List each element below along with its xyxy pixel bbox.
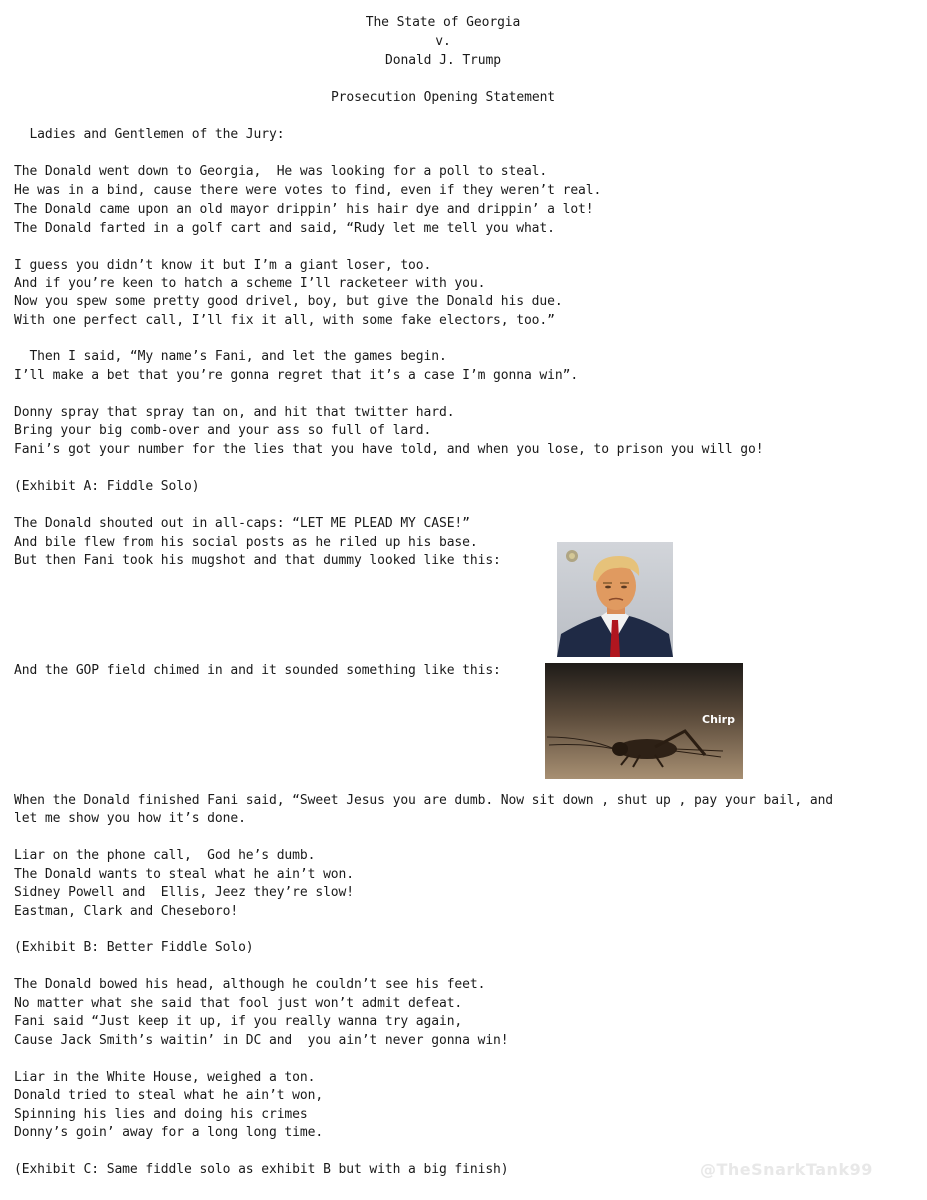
watermark: @TheSnarkTank99 (700, 1160, 873, 1179)
document-heading: Prosecution Opening Statement (330, 90, 556, 105)
verse7-line1: Liar on the phone call, God he’s dumb. (14, 848, 316, 863)
exhibit-c: (Exhibit C: Same fiddle solo as exhibit B but with a big finish) (14, 1162, 509, 1177)
verse9-line4: Donny’s goin’ away for a long long time. (14, 1125, 324, 1140)
cricket-photo (545, 663, 743, 779)
verse5-line1: The Donald shouted out in all-caps: “LET ME PLEAD MY CASE!” (14, 516, 470, 531)
verse7-line3: Sidney Powell and Ellis, Jeez they’re slow! (14, 885, 354, 900)
verse1-line4: The Donald farted in a golf cart and said, “Rudy let me tell you what. (14, 221, 555, 236)
chirp-label: Chirp (702, 713, 735, 726)
verse1-line2: He was in a bind, cause there were votes to find, even if they weren’t real. (14, 183, 602, 198)
verse8-line2: No matter what she said that fool just won’t admit defeat. (14, 996, 463, 1011)
exhibit-b: (Exhibit B: Better Fiddle Solo) (14, 940, 254, 955)
verse9-line3: Spinning his lies and doing his crimes (14, 1107, 308, 1122)
verse2-line2: And if you’re keen to hatch a scheme I’ll racketeer with you. (14, 276, 486, 291)
case-title-versus: v. (435, 34, 451, 49)
verse4-line2: Bring your big comb-over and your ass so full of lard. (14, 423, 432, 438)
verse2-line3: Now you spew some pretty good drivel, boy, but give the Donald his due. (14, 294, 563, 309)
case-title-defendant: Donald J. Trump (385, 53, 501, 68)
verse7-line4: Eastman, Clark and Cheseboro! (14, 904, 239, 919)
verse7-line2: The Donald wants to steal what he ain’t won. (14, 867, 354, 882)
mugshot-photo (557, 542, 673, 657)
verse1-line1: The Donald went down to Georgia, He was looking for a poll to steal. (14, 164, 548, 179)
verse9-line2: Donald tried to steal what he ain’t won, (14, 1088, 324, 1103)
verse8-line1: The Donald bowed his head, although he couldn’t see his feet. (14, 977, 486, 992)
verse5-line2: And bile flew from his social posts as he riled up his base. (14, 535, 478, 550)
exhibit-a: (Exhibit A: Fiddle Solo) (14, 479, 200, 494)
gop-line: And the GOP field chimed in and it sounded something like this: (14, 663, 501, 678)
salutation: Ladies and Gentlemen of the Jury: (14, 127, 285, 142)
mugshot-illustration (557, 542, 673, 657)
case-title-line1: The State of Georgia (365, 15, 521, 30)
verse4-line1: Donny spray that spray tan on, and hit that twitter hard. (14, 405, 455, 420)
verse3-line2: I’ll make a bet that you’re gonna regret that it’s a case I’m gonna win”. (14, 368, 579, 383)
verse8-line3: Fani said “Just keep it up, if you really wanna try again, (14, 1014, 463, 1029)
verse2-line4: With one perfect call, I’ll fix it all, with some fake electors, too.” (14, 313, 555, 328)
verse1-line3: The Donald came upon an old mayor drippin’ his hair dye and drippin’ a lot! (14, 202, 594, 217)
verse9-line1: Liar in the White House, weighed a ton. (14, 1070, 316, 1085)
verse4-line3: Fani’s got your number for the lies that you have told, and when you lose, to prison you will go! (14, 442, 764, 457)
verse2-line1: I guess you didn’t know it but I’m a giant loser, too. (14, 258, 432, 273)
verse8-line4: Cause Jack Smith’s waitin’ in DC and you ain’t never gonna win! (14, 1033, 509, 1048)
verse5-line3: But then Fani took his mugshot and that dummy looked like this: (14, 553, 501, 568)
verse6-line1: When the Donald finished Fani said, “Sweet Jesus you are dumb. Now sit down , shut up , pay your bail, and (14, 793, 834, 808)
verse3-line1: Then I said, “My name’s Fani, and let the games begin. (14, 349, 447, 364)
verse6-line2: let me show you how it’s done. (14, 811, 246, 826)
